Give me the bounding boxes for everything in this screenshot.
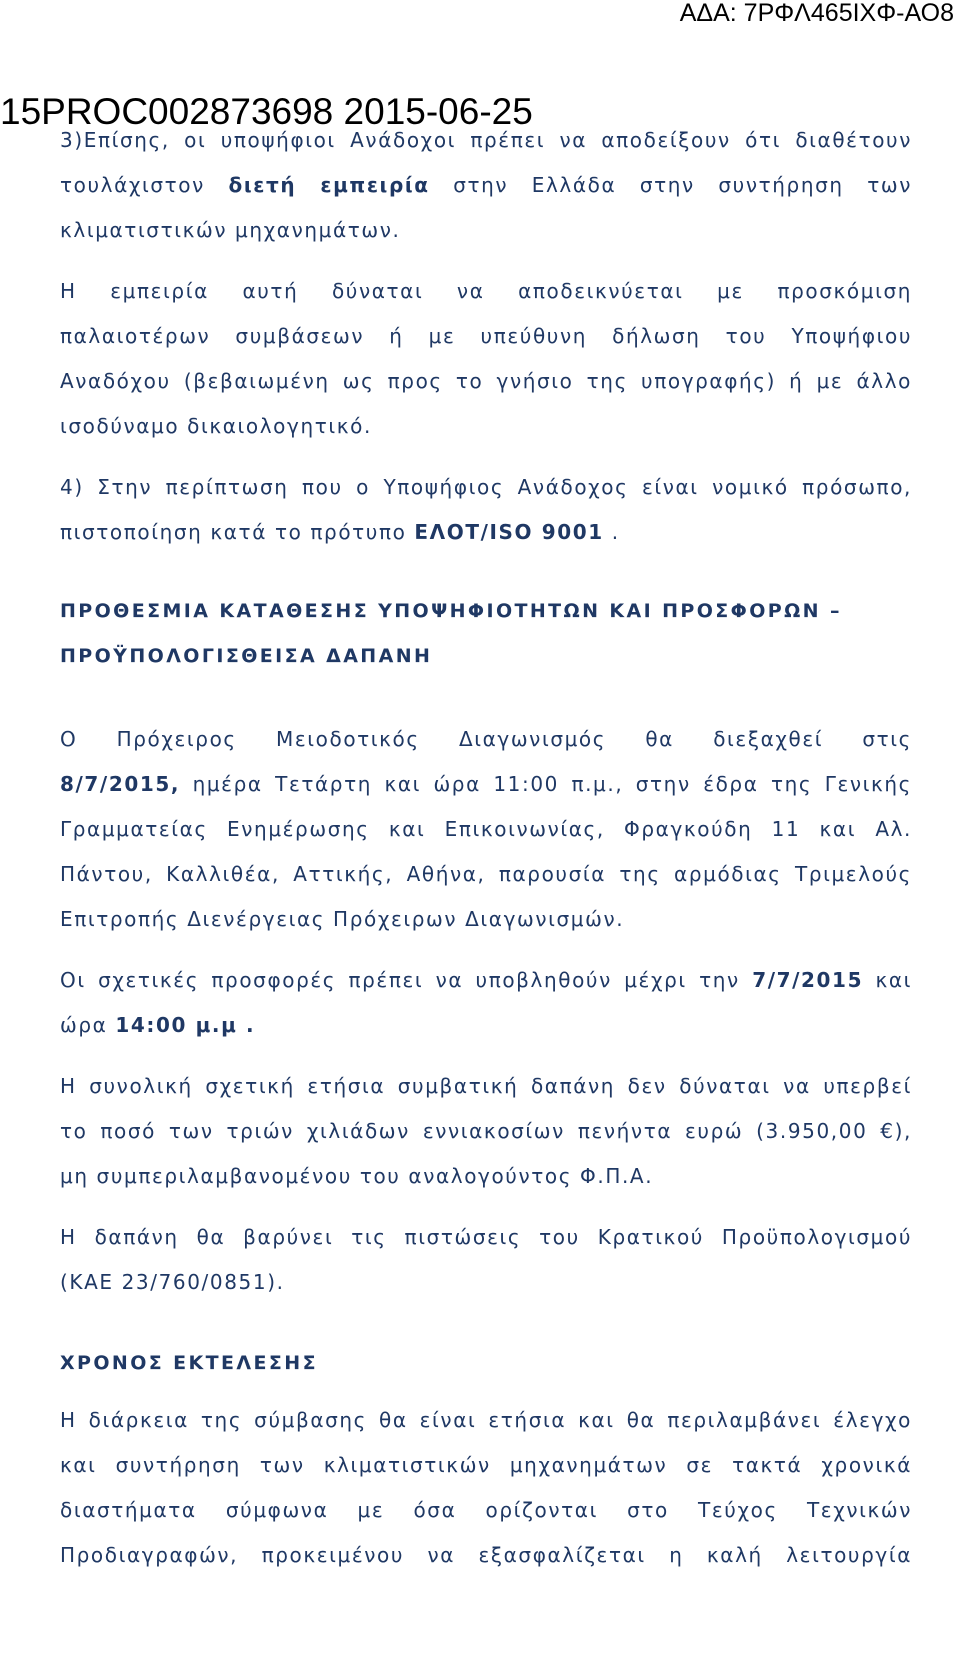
paragraph-experience-requirement <box>60 118 912 253</box>
text-line: ισοδύναμο δικαιολογητικό. <box>60 414 372 438</box>
text-line: Ο Πρόχειρος Μειοδοτικός Διαγωνισμός θα διεξαχθεί στις <box>60 727 912 751</box>
text-line <box>60 1003 912 1048</box>
text-span: ώρα <box>60 1013 116 1037</box>
text-line: Η διάρκεια της σύμβασης θα είναι ετήσια και θα περιλαμβάνει έλεγχο <box>60 1408 912 1432</box>
text-line <box>60 163 912 208</box>
text-line <box>60 510 912 555</box>
text-span: . <box>603 520 620 544</box>
text-line: Αναδόχου (βεβαιωμένη ως προς το γνήσιο της υπογραφής) ή με άλλο <box>60 369 912 393</box>
section-heading-execution-time <box>60 1341 912 1386</box>
text-line: παλαιοτέρων συμβάσεων ή με υπεύθυνη δήλωση του Υποψήφιου <box>60 324 912 348</box>
paragraph-tender-date <box>60 717 912 942</box>
proc-stamp: 15PROC002873698 2015-06-25 <box>0 91 533 132</box>
paragraph-total-cost <box>60 1064 912 1199</box>
text-line: μη συμπεριλαμβανομένου του αναλογούντος Φ.Π.Α. <box>60 1164 654 1188</box>
bold-text: ΕΛΟΤ/ISO 9001 <box>414 520 604 544</box>
text-line: Προδιαγραφών, προκειμένου να εξασφαλίζεται η καλή λειτουργία <box>60 1543 912 1567</box>
text-line: Επιτροπής Διενέργειας Πρόχειρων Διαγωνισμών. <box>60 907 625 931</box>
heading-line: ΠΡΟΫΠΟΛΟΓΙΣΘΕΙΣΑ ΔΑΠΑΝΗ <box>60 645 433 667</box>
text-line <box>60 958 912 1003</box>
text-line: Πάντου, Καλλιθέα, Αττικής, Αθήνα, παρουσία της αρμόδιας Τριμελούς <box>60 862 912 886</box>
text-line: Η εμπειρία αυτή δύναται να αποδεικνύεται με προσκόμιση <box>60 279 912 303</box>
text-line <box>60 762 912 807</box>
text-line: διαστήματα σύμφωνα με όσα ορίζονται στο Τεύχος Τεχνικών <box>60 1498 912 1522</box>
heading-line: ΧΡΟΝΟΣ ΕΚΤΕΛΕΣΗΣ <box>60 1352 318 1374</box>
paragraph-experience-proof <box>60 269 912 449</box>
bold-text: 7/7/2015 <box>752 968 864 992</box>
text-line: κλιματιστικών μηχανημάτων. <box>60 218 401 242</box>
text-span: και <box>863 968 912 992</box>
bold-text: διετή εμπειρία <box>228 173 430 197</box>
text-line: 3)Επίσης, οι υποψήφιοι Ανάδοχοι πρέπει να αποδείξουν ότι διαθέτουν <box>60 128 912 152</box>
text-span: τουλάχιστον <box>60 173 229 197</box>
paragraph-certification <box>60 465 912 555</box>
document-body <box>60 118 912 1594</box>
text-span: στην Ελλάδα στην συντήρηση των <box>429 173 912 197</box>
text-line: 4) Στην περίπτωση που ο Υποψήφιος Ανάδοχος είναι νομικό πρόσωπο, <box>60 475 912 499</box>
ada-stamp: ΑΔΑ: 7ΡΦΛ465ΙΧΦ-ΑΟ8 <box>679 0 954 27</box>
paragraph-budget-source <box>60 1215 912 1305</box>
text-line: Η δαπάνη θα βαρύνει τις πιστώσεις του Κρατικού Προϋπολογισμού <box>60 1225 912 1249</box>
text-span: πιστοποίηση κατά το πρότυπο <box>60 520 415 544</box>
text-span: Οι σχετικές προσφορές πρέπει να υποβληθούν μέχρι την <box>60 968 753 992</box>
heading-line: ΠΡΟΘΕΣΜΙΑ ΚΑΤΑΘΕΣΗΣ ΥΠΟΨΗΦΙΟΤΗΤΩΝ ΚΑΙ ΠΡΟΣΦΟΡΩΝ – <box>60 600 842 622</box>
section-heading-deadline-budget <box>60 589 912 679</box>
text-line: και συντήρηση των κλιματιστικών μηχανημάτων σε τακτά χρονικά <box>60 1453 912 1477</box>
paragraph-submission-deadline <box>60 958 912 1048</box>
paragraph-contract-duration <box>60 1398 912 1578</box>
text-line: Η συνολική σχετική ετήσια συμβατική δαπάνη δεν δύναται να υπερβεί <box>60 1074 912 1098</box>
bold-text: 8/7/2015, <box>60 772 181 796</box>
text-line: Γραμματείας Ενημέρωσης και Επικοινωνίας, Φραγκούδη 11 και Αλ. <box>60 817 912 841</box>
bold-text: 14:00 μ.μ . <box>115 1013 256 1037</box>
text-line: (ΚΑΕ 23/760/0851). <box>60 1270 285 1294</box>
text-span: ημέρα Τετάρτη και ώρα 11:00 π.μ., στην έδρα της Γενικής <box>180 772 912 796</box>
text-line: το ποσό των τριών χιλιάδων εννιακοσίων πενήντα ευρώ (3.950,00 €), <box>60 1119 912 1143</box>
